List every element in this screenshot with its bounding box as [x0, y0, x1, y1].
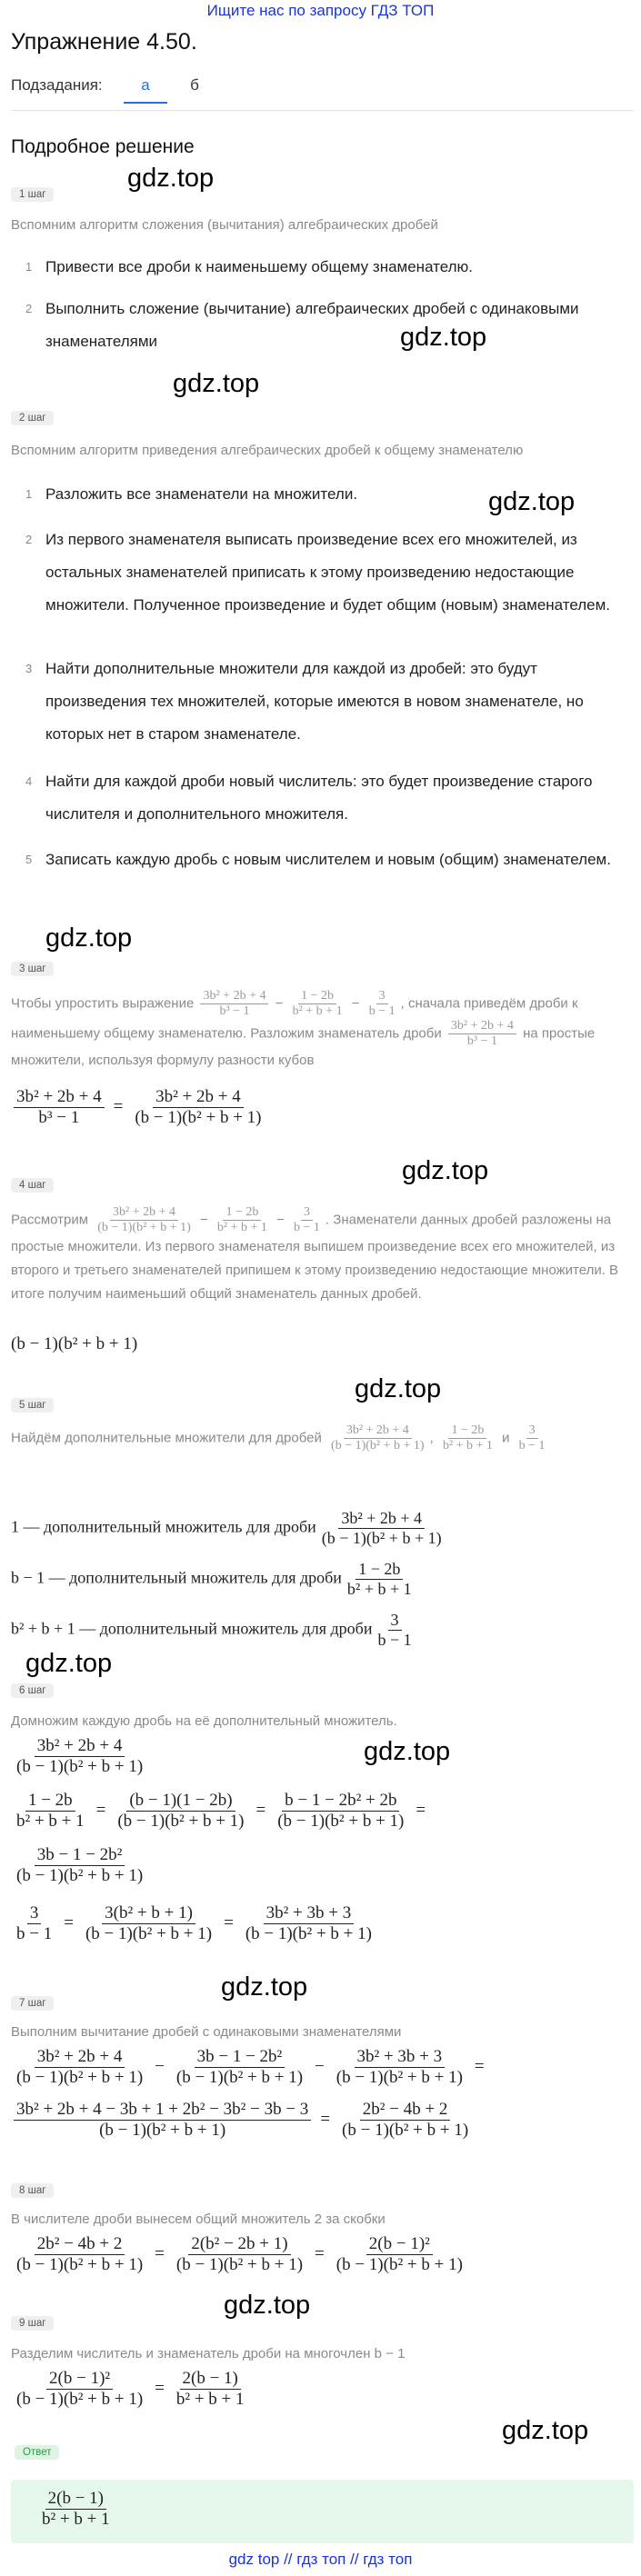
watermark: gdz.top	[224, 2291, 311, 2320]
watermark: gdz.top	[221, 1972, 308, 2002]
watermark: gdz.top	[25, 1649, 113, 1678]
formula: $\frac{3}{b - 1}$ = $\frac{\text{3(b² + b + 1)}}{\text{(b − 1)(b² + b + 1)}}$ = $\frac{\text{3b² + 3b + 3}}{\text{(b − 1)(b² + b + 1)}}$	[16, 1903, 372, 1943]
footer-links[interactable]: gdz top // гдз топ // гдз топ	[228, 2551, 413, 2568]
formula: $\frac{\text{3b² + 2b + 4 − 3b + 1 + 2b² − 3b² − 3b − 3}}{\text{(b − 1)(b² + b + 1)}}$ = $\frac{\text{2b² − 4b + 2}}{\text{(b − 1)(b² + b + 1)}}$	[11, 2100, 474, 2141]
formula: $\frac{\text{3b² + 2b + 4}}{\text{(b − 1)(b² + b + 1)}}$ − $\frac{\text{3b − 1 − 2b²}}{\text{(b − 1)(b² + b + 1)}}$ − $\frac{\text{3b² + 3b + 3}}{\text{(b − 1)(b² + b + 1)}}$ =	[16, 2047, 485, 2087]
solution-heading: Подробное решение	[11, 136, 195, 157]
formula: b² + b + 1 — дополнительный множитель для дроби $\frac{3}{b - 1}$	[11, 1611, 412, 1649]
watermark: gdz.top	[364, 1737, 451, 1766]
watermark: gdz.top	[127, 164, 215, 193]
step-description: Разделим числитель и знаменатель дроби на многочлен b − 1	[11, 2346, 406, 2361]
step-description: В числителе дроби вынесем общий множитель 2 за скобки	[11, 2212, 386, 2227]
step-badge: 2 шаг	[11, 411, 54, 425]
top-search-hint[interactable]: Ищите нас по запросу ГДЗ ТОП	[206, 2, 435, 19]
watermark: gdz.top	[400, 323, 487, 352]
step-badge: 9 шаг	[11, 2316, 54, 2331]
formula: $\frac{\text{3b − 1 − 2b²}}{\text{(b − 1)(b² + b + 1)}}$	[16, 1845, 144, 1885]
step-description: Чтобы упростить выражение $\frac{\text{3b² + 2b + 4}}{\text{b³ − 1}}$ − $\frac{1 - 2b}{\text{b² + b + 1}}$ − $\frac{3}{b - 1}$ , сначала приведём дроби к наименьшему общему знаменателю. Разложим знаменатель дроби $\frac{\text{3b² + 2b + 4}}{\text{b³ − 1}}$ на простые множители, используя формулу разности кубов	[11, 989, 596, 1069]
step-description: Найдём дополнительные множители для дробей $\frac{\text{3b² + 2b + 4}}{\text{(b − 1)(b² + b + 1)}}$ , $\frac{1 - 2b}{\text{b² + b + 1}}$ и $\frac{3}{b - 1}$	[11, 1423, 546, 1453]
formula: $\frac{1 - 2b}{\text{b² + b + 1}}$ = $\frac{(b - 1)(1 - 2b)}{\text{(b − 1)(b² + b + 1)}}$ = $\frac{\text{b − 1 − 2b² + 2b}}{\text{(b − 1)(b² + b + 1)}}$ =	[16, 1791, 426, 1831]
step-description: Рассмотрим $\frac{\text{3b² + 2b + 4}}{\text{(b − 1)(b² + b + 1)}}$ − $\frac{1 - 2b}{\text{b² + b + 1}}$ − $\frac{3}{b - 1}$ . Знаменатели данных дробей разложены на простые множители. Из первого знаменателя выпишем произведение всех его множителей, из второго и третьего знаменателей припишем к этому произведению недостающие множители. В итоге получим наименьший общий знаменатель данных дробей.	[11, 1205, 619, 1303]
list-item: 1 Привести все дроби к наименьшему общему знаменателю.	[25, 258, 474, 275]
watermark: gdz.top	[502, 2416, 589, 2445]
step-badge: 5 шаг	[11, 1398, 54, 1413]
formula: $\frac{\text{3b² + 2b + 4}}{\text{b³ − 1}}$ = $\frac{\text{3b² + 2b + 4}}{\text{(b − 1)(b² + b + 1)}}$	[11, 1087, 267, 1128]
step-badge: 7 шаг	[11, 1996, 54, 2011]
tab-b[interactable]: б	[190, 76, 199, 94]
watermark: gdz.top	[402, 1156, 489, 1185]
step-description: Выполним вычитание дробей с одинаковыми знаменателями	[11, 2024, 402, 2040]
answer-formula: $\frac{2(b - 1)}{\text{b² + b + 1}}$	[42, 2489, 110, 2529]
watermark: gdz.top	[488, 487, 576, 516]
answer-badge: Ответ	[15, 2445, 59, 2460]
step-description: Вспомним алгоритм сложения (вычитания) алгебраических дробей	[11, 217, 438, 233]
watermark: gdz.top	[173, 369, 260, 398]
formula: 1 — дополнительный множитель для дроби $\frac{\text{3b² + 2b + 4}}{\text{(b − 1)(b² + b + 1)}}$	[11, 1509, 442, 1547]
step-badge: 8 шаг	[11, 2183, 54, 2198]
tab-a[interactable]: а	[124, 76, 167, 104]
formula: $\frac{\text{2b² − 4b + 2}}{\text{(b − 1)(b² + b + 1)}}$ = $\frac{\text{2(b² − 2b + 1)}}{\text{(b − 1)(b² + b + 1)}}$ = $\frac{\text{2(b − 1)²}}{\text{(b − 1)(b² + b + 1)}}$	[16, 2234, 463, 2274]
formula: (b − 1)(b² + b + 1)	[11, 1334, 138, 1353]
watermark: gdz.top	[355, 1374, 442, 1403]
list-item: 2 Выполнить сложение (вычитание) алгебраических дробей с одинаковыми знаменателями	[25, 300, 579, 350]
step-badge: 1 шаг	[11, 187, 54, 202]
divider	[11, 110, 634, 111]
step-badge: 3 шаг	[11, 962, 54, 976]
formula: $\frac{\text{3b² + 2b + 4}}{\text{(b − 1)(b² + b + 1)}}$	[16, 1736, 144, 1776]
subtasks-label: Подзадания:	[11, 76, 103, 94]
list-item: 4 Найти для каждой дроби новый числитель: это будет произведение старого числителя и дополнительного множителя.	[25, 773, 593, 823]
watermark: gdz.top	[45, 924, 133, 953]
step-description: Домножим каждую дробь на её дополнительный множитель.	[11, 1713, 397, 1729]
list-item: 5 Записать каждую дробь с новым числителем и новым (общим) знаменателем.	[25, 851, 611, 868]
step-badge: 6 шаг	[11, 1683, 54, 1698]
list-item: 3 Найти дополнительные множители для каждой из дробей: это будут произведения тех множителей, которые имеются в новом знаменателе, но которых нет в старом знаменателе.	[25, 660, 584, 743]
formula: b − 1 — дополнительный множитель для дроби $\frac{1 - 2b}{\text{b² + b + 1}}$	[11, 1560, 412, 1598]
page-title: Упражнение 4.50.	[11, 29, 197, 55]
list-item: 2 Из первого знаменателя выписать произведение всех его множителей, из остальных знаменателей приписать к этому произведению недостающие множители. Полученное произведение и будет общим (новым) знаменателем.	[25, 531, 611, 614]
step-badge: 4 шаг	[11, 1178, 54, 1193]
answer-box	[11, 2480, 634, 2543]
step-description: Вспомним алгоритм приведения алгебраических дробей к общему знаменателю	[11, 443, 524, 458]
formula: $\frac{\text{2(b − 1)²}}{\text{(b − 1)(b² + b + 1)}}$ = $\frac{2(b - 1)}{\text{b² + b + 1}}$	[16, 2369, 245, 2409]
list-item: 1 Разложить все знаменатели на множители.	[25, 485, 358, 503]
